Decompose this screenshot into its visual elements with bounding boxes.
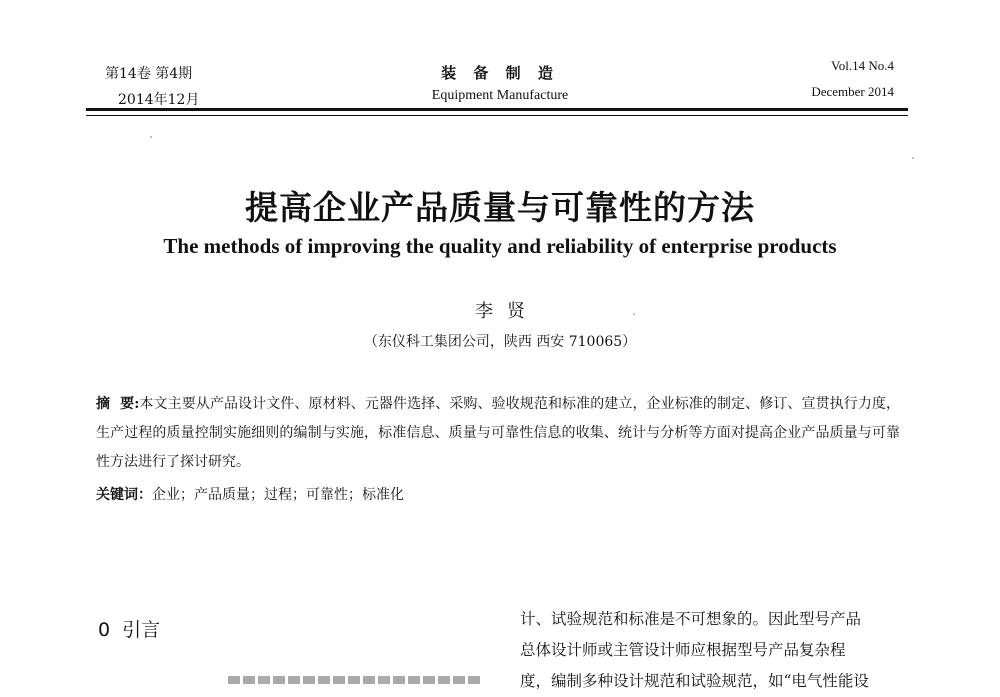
right-column-text (520, 604, 902, 697)
scan-speck (633, 313, 635, 315)
volume-issue-cn: 第14卷 第4期 (105, 66, 193, 82)
body-line: 度，编制多种设计规范和试验规范，如“电气性能设 (520, 672, 869, 690)
paper-title-en: The methods of improving the quality and reliability of enterprise products (163, 234, 837, 258)
body-line: 总体设计师或主管设计师应根据型号产品复杂程 (520, 641, 846, 659)
keywords-text: 企业；产品质量；过程；可靠性；标准化 (152, 487, 404, 503)
journal-name-en: Equipment Manufacture (431, 88, 569, 103)
author-name: 李贤 (475, 301, 539, 322)
section-heading (98, 615, 160, 642)
author-affiliation: （东仪科工集团公司，陕西 西安 710065） (363, 334, 637, 350)
paper-title-cn: 提高企业产品质量与可靠性的方法 (245, 188, 755, 227)
abstract-text: 本文主要从产品设计文件、原材料、元器件选择、采购、验收规范和标准的建立，企业标准的制定、修订、宣贯执行力度，生产过程的质量控制实施细则的编制与实施，标准信息、质量与可靠性信息的收集、统计与分析等方面对提高企业产品质量与可靠性方法进行了探讨研究。 (96, 396, 901, 470)
section-title: 引言 (122, 619, 161, 641)
abstract-colon: : (134, 396, 140, 412)
scan-speck (912, 157, 914, 159)
journal-name-cn: 装 备 制 造 (441, 64, 559, 82)
date-cn: 2014年12月 (118, 92, 200, 108)
abstract-label-b: 要 (120, 396, 135, 412)
date-en: December 2014 (811, 84, 894, 99)
header-rule-thick (86, 108, 908, 111)
header-rule-thin (86, 115, 908, 116)
abstract (96, 390, 900, 477)
left-column-cutoff-line (228, 676, 482, 684)
section-number: 0 (98, 619, 111, 641)
scan-speck (150, 136, 152, 138)
volume-issue-en: Vol.14 No.4 (831, 58, 894, 73)
abstract-label-a: 摘 (96, 396, 121, 412)
body-line: 计、试验规范和标准是不可想象的。因此型号产品 (520, 610, 862, 628)
keywords (96, 484, 404, 504)
keywords-label: 关键词： (96, 487, 152, 503)
